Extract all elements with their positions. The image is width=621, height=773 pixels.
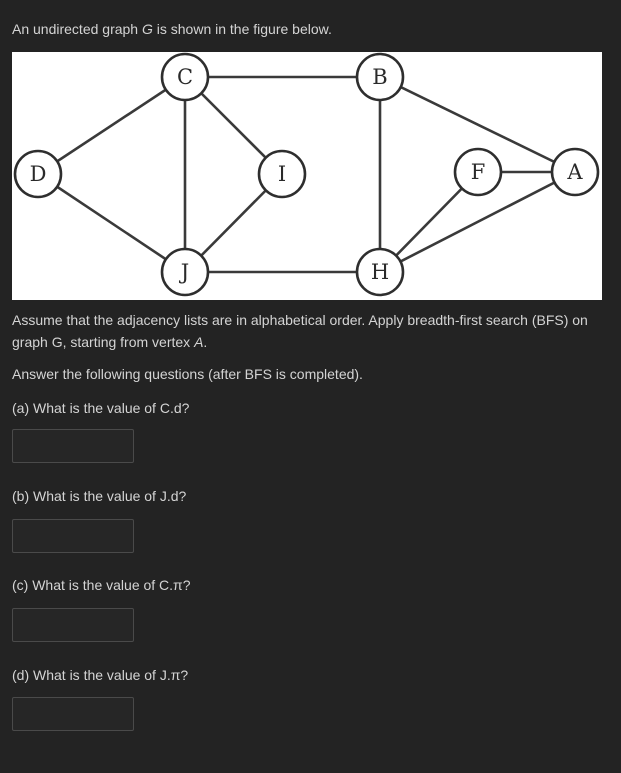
graph-name: G	[141, 21, 153, 37]
vertex-a	[552, 149, 598, 195]
question-c-label: (c) What is the value of C.π?	[12, 577, 191, 593]
instructions-line-2-end: .	[203, 334, 208, 350]
intro-after: is shown in the figure below.	[152, 21, 332, 37]
answer-d-input[interactable]	[12, 697, 134, 731]
answer-c-input[interactable]	[12, 608, 134, 642]
vertex-label: C	[176, 65, 194, 89]
question-a-label: (a) What is the value of C.d?	[12, 400, 190, 416]
vertex-label: J	[180, 260, 190, 284]
instructions-line-1: Assume that the adjacency lists are in alphabetical order. Apply breadth-first search (BFS) on	[12, 312, 588, 328]
vertex-label: A	[567, 160, 583, 184]
question-d-label: (d) What is the value of J.π?	[12, 667, 189, 683]
graph-figure	[12, 52, 602, 300]
vertex-b	[357, 54, 403, 100]
vertex-label: D	[29, 162, 47, 186]
graph-svg	[12, 52, 602, 300]
instructions-line-3: Answer the following questions (after BFS is completed).	[12, 366, 363, 382]
question-b-label: (b) What is the value of J.d?	[12, 488, 187, 504]
vertex-i	[259, 151, 305, 197]
answer-a-input[interactable]	[12, 429, 134, 463]
vertex-j	[162, 249, 208, 295]
vertex-c	[162, 54, 208, 100]
start-vertex: A	[194, 334, 204, 350]
edge-d-j	[38, 174, 185, 272]
vertex-label: I	[277, 162, 287, 186]
vertex-d	[15, 151, 61, 197]
vertex-label: F	[470, 160, 486, 184]
edge-c-d	[38, 77, 185, 174]
instructions-line-2	[12, 331, 207, 353]
vertex-f	[455, 149, 501, 195]
intro-before: An undirected graph	[12, 21, 142, 37]
answer-b-input[interactable]	[12, 519, 134, 553]
vertex-h	[357, 249, 403, 295]
intro-text	[12, 20, 332, 38]
vertex-label: H	[370, 260, 390, 284]
instructions-line-2-text: graph G, starting from vertex	[12, 334, 195, 350]
vertex-label: B	[372, 65, 388, 89]
